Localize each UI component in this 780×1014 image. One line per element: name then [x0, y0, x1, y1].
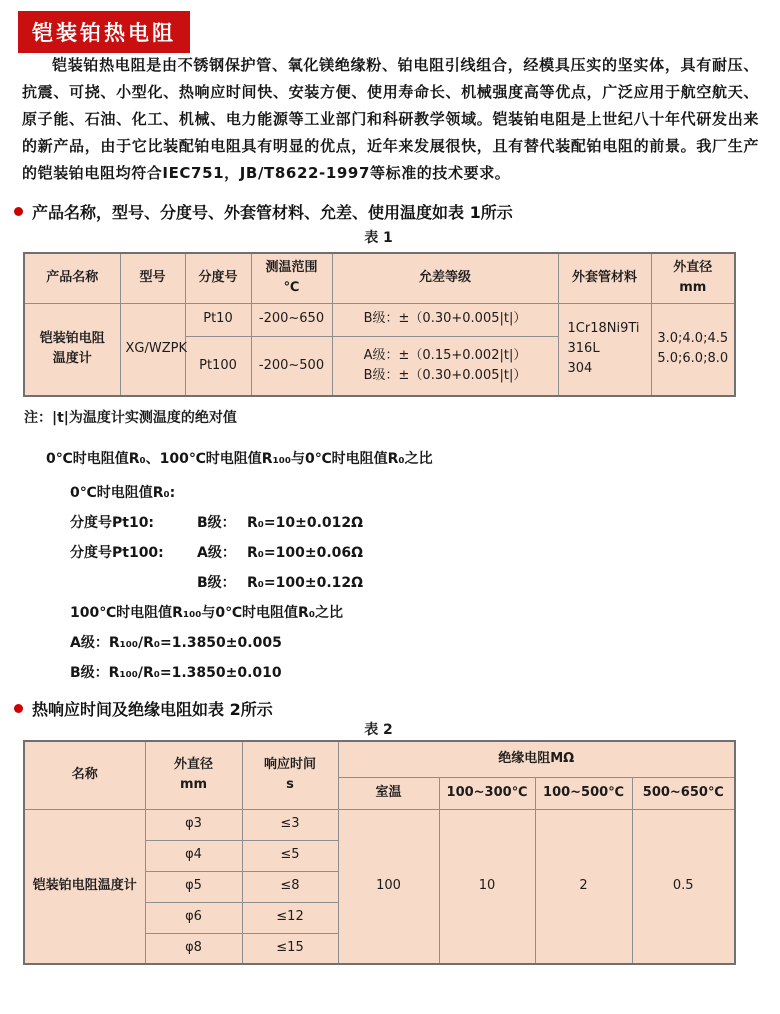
t1-cell-tolerance-pt100: A级：±（0.15+0.002|t|） B级：±（0.30+0.005|t|）	[332, 336, 558, 396]
table1-header-row	[24, 253, 735, 303]
red-bullet-icon	[14, 207, 23, 216]
section-heading-table2	[14, 697, 273, 720]
table2-caption: 表 2	[364, 722, 393, 738]
t1-cell-index-pt10: Pt10	[185, 303, 251, 336]
section-heading-text: 热响应时间及绝缘电阻如表 2所示	[32, 700, 273, 719]
t2-header-500-650: 500~650℃	[632, 777, 735, 809]
t2-cell-response: ≤3	[242, 809, 338, 840]
note-ratio-a: A级：R₁₀₀/R₀=1.3850±0.005	[70, 635, 282, 651]
t2-cell-od: φ6	[145, 902, 242, 933]
note-r0-pt100-b: B级： R₀=100±0.12Ω	[197, 575, 364, 591]
t1-cell-range-pt100: -200~500	[251, 336, 332, 396]
t1-header-index: 分度号	[185, 253, 251, 303]
t2-header-response: 响应时间 s	[242, 741, 338, 809]
table1-footnote: 注：|t|为温度计实测温度的绝对值	[24, 410, 237, 426]
t2-cell-response: ≤8	[242, 871, 338, 902]
t1-cell-sheath: 1Cr18Ni9Ti 316L 304	[558, 303, 651, 396]
t2-header-100-300: 100~300℃	[439, 777, 535, 809]
t1-cell-index-pt100: Pt100	[185, 336, 251, 396]
section-heading-table1	[14, 200, 513, 223]
t2-cell-insulation-room: 100	[338, 809, 439, 964]
t2-header-room-temp: 室温	[338, 777, 439, 809]
t1-header-model: 型号	[120, 253, 185, 303]
t2-header-od: 外直径 mm	[145, 741, 242, 809]
red-bullet-icon	[14, 704, 23, 713]
table2-header-row1	[24, 741, 735, 777]
note-r0-heading: 0℃时电阻值R₀:	[70, 485, 176, 501]
table2-response-insulation	[23, 740, 736, 965]
table2-row-d3	[24, 809, 735, 840]
t2-header-name: 名称	[24, 741, 145, 809]
t2-cell-od: φ3	[145, 809, 242, 840]
t1-header-sheath: 外套管材料	[558, 253, 651, 303]
t2-header-100-500: 100~500℃	[535, 777, 632, 809]
t2-cell-response: ≤15	[242, 933, 338, 964]
t2-cell-insulation-300: 10	[439, 809, 535, 964]
table1-specs	[23, 252, 736, 397]
intro-paragraph: 铠装铂热电阻是由不锈钢保护管、氧化镁绝缘粉、铂电阻引线组合，经模具压实的坚实体，具有耐压、抗震、可挠、小型化、热响应时间快、安装方便、使用寿命长、机械强度高等优点，广泛应用于航空航天、原子能、石油、化工、机械、电力能源等工业部门和科研教学领域。铠装铂电阻是上世纪八十年代研发出来的新产品，由于它比装配铂电阻具有明显的优点，近年来发展很快，且有替代装配铂电阻的前景。我厂生产的铠装铂电阻均符合IEC751，JB/T8622-1997等标准的技术要求。	[22, 56, 759, 182]
t1-header-range: 测温范围 ℃	[251, 253, 332, 303]
t1-header-product: 产品名称	[24, 253, 120, 303]
section-heading-text: 产品名称，型号、分度号、外套管材料、允差、使用温度如表 1所示	[32, 203, 513, 222]
note-r0-pt10-b: 分度号Pt10: B级： R₀=10±0.012Ω	[70, 515, 364, 531]
table1-caption: 表 1	[364, 230, 393, 246]
t1-header-tolerance: 允差等级	[332, 253, 558, 303]
t2-header-insulation: 绝缘电阻MΩ	[338, 741, 735, 777]
note-ratio-intro: 0℃时电阻值R₀、100℃时电阻值R₁₀₀与0℃时电阻值R₀之比	[46, 451, 433, 467]
t1-cell-range-pt10: -200~650	[251, 303, 332, 336]
t1-header-od: 外直径 mm	[651, 253, 735, 303]
t1-cell-product: 铠装铂电阻 温度计	[24, 303, 120, 396]
t2-cell-od: φ4	[145, 840, 242, 871]
page-title: 铠装铂热电阻	[18, 11, 190, 53]
note-r100-heading: 100℃时电阻值R₁₀₀与0℃时电阻值R₀之比	[70, 605, 343, 621]
t1-cell-tolerance-pt10: B级：±（0.30+0.005|t|）	[332, 303, 558, 336]
t1-cell-od: 3.0;4.0;4.5 5.0;6.0;8.0	[651, 303, 735, 396]
t2-cell-response: ≤5	[242, 840, 338, 871]
note-r0-pt100-a: 分度号Pt100: A级： R₀=100±0.06Ω	[70, 545, 364, 561]
note-ratio-b: B级：R₁₀₀/R₀=1.3850±0.010	[70, 665, 282, 681]
t1-cell-model: XG/WZPK	[120, 303, 185, 396]
resistance-notes	[24, 444, 433, 688]
table1-row-pt10	[24, 303, 735, 336]
t2-cell-name: 铠装铂电阻温度计	[24, 809, 145, 964]
t2-cell-od: φ5	[145, 871, 242, 902]
t2-cell-insulation-500: 2	[535, 809, 632, 964]
t2-cell-response: ≤12	[242, 902, 338, 933]
t2-cell-od: φ8	[145, 933, 242, 964]
t2-cell-insulation-650: 0.5	[632, 809, 735, 964]
